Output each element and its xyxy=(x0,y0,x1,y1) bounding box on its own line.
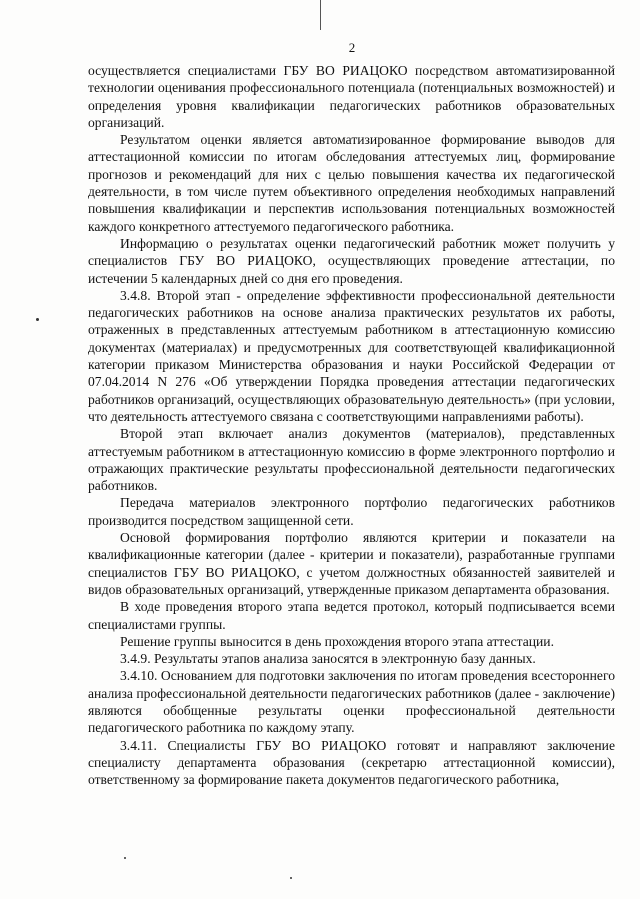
paragraph-10: 3.4.9. Результаты этапов анализа заносятся в электронную базу данных. xyxy=(120,651,536,667)
paragraph-3: Информацию о результатах оценки педагогический работник может получить у специалистов ГБУ ВО РИАЦОКО, осуществляющих проведение аттестации, по истечении 5 календарных дней со дня его проведения. xyxy=(88,235,615,286)
paragraph-6: Передача материалов электронного портфолио педагогических работников производится посредством защищенной сети. xyxy=(88,495,615,528)
page-number: 2 xyxy=(348,40,356,55)
body-text xyxy=(88,62,615,788)
scan-speck xyxy=(124,857,126,859)
scan-speck xyxy=(290,877,292,879)
paragraph-8: В ходе проведения второго этапа ведется протокол, который подписывается всеми специалистами группы. xyxy=(88,599,615,632)
paragraph-1: осуществляется специалистами ГБУ ВО РИАЦОКО посредством автоматизированной технологии оценивания профессионального потенциала (потенциальных возможностей) и определения уровня квалификации педагогических работников образовательных организаций. xyxy=(88,63,615,130)
paragraph-11: 3.4.10. Основанием для подготовки заключения по итогам проведения всестороннего анализа профессиональной деятельности педагогических работников (далее - заключение) являются обобщенные результаты оценки профессиональной деятельности педагогического работника по каждому этапу. xyxy=(88,668,615,736)
paragraph-7: Основой формирования портфолио являются критерии и показатели на квалификационные категории (далее - критерии и показатели), разработанные группами специалистов ГБУ ВО РИАЦОКО, с учетом должностных обязанностей заявителей и видов образовательных организаций, утвержденные приказом департамента образования. xyxy=(88,530,615,597)
paragraph-4: 3.4.8. Второй этап - определение эффективности профессиональной деятельности педагогических работников на основе анализа практических результатов их работы, отраженных в представленных аттестуемым работником в аттестационную комиссию документах (материалах) и предусмотренных для соответствующей квалификационной категории приказом Министерства образования и науки Российской Федерации от 07.04.2014 N 276 «Об утверждении Порядка проведения аттестации педагогических работников организаций, осуществляющих образовательную деятельность» (при условии, что деятельность аттестуемого связана с соответствующими направлениями работы). xyxy=(88,287,615,424)
binding-mark xyxy=(320,0,321,30)
paragraph-12: 3.4.11. Специалисты ГБУ ВО РИАЦОКО готовят и направляют заключение специалисту департамента образования (секретарю аттестационной комиссии), ответственному за формирование пакета документов педагогического работника, xyxy=(88,737,615,788)
paragraph-5: Второй этап включает анализ документов (материалов), представленных аттестуемым работником в аттестационную комиссию в форме электронного портфолио и отражающих практические результаты профессиональной деятельности педагогических работников. xyxy=(88,426,615,494)
paragraph-9: Решение группы выносится в день прохождения второго этапа аттестации. xyxy=(120,633,554,649)
scan-speck xyxy=(36,318,39,321)
paragraph-2: Результатом оценки является автоматизированное формирование выводов для аттестационной комиссии по итогам обследования аттестуемых лиц, формирование прогнозов и рекомендаций для них с целью повышения качества их педагогической деятельности, в том числе путем объективного определения необходимых направлений повышения квалификации и перспектив использования потенциальных возможностей каждого конкретного аттестуемого педагогического работника. xyxy=(88,132,615,234)
